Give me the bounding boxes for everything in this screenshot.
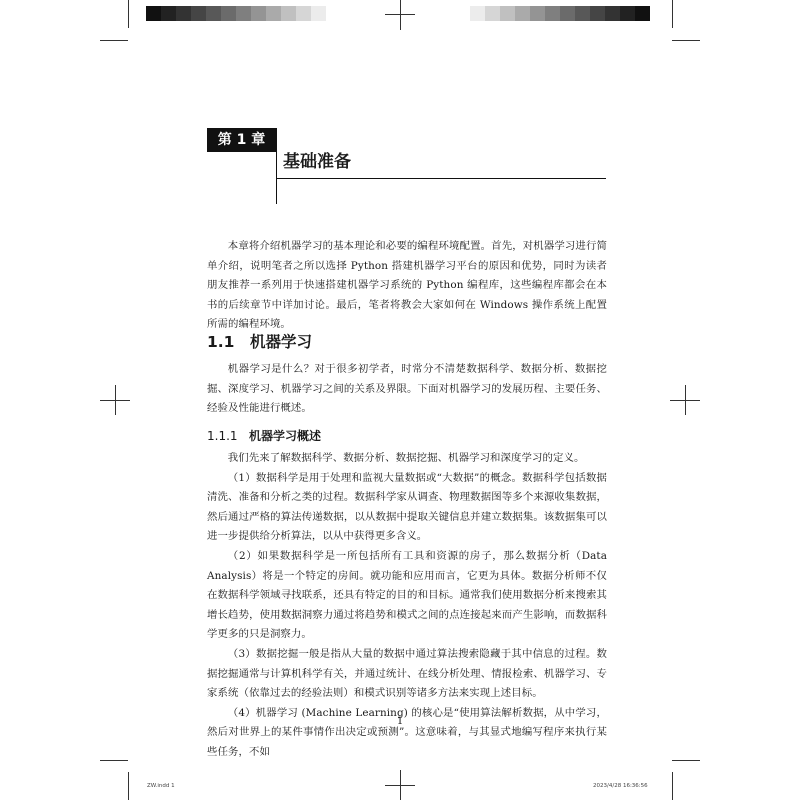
chapter-divider-horizontal — [276, 178, 606, 179]
paragraph: （2）如果数据科学是一所包括所有工具和资源的房子，那么数据分析（Data Analysis）将是一个特定的房间。就功能和应用而言，它更为具体。数据分析师不仅在数据科学领域寻找联系，还具有特定的目的和目标。通常我们使用数据分析来搜索其增长趋势，使用数据洞察力通过将趋势和模式之间的点连接起来而产生影响，而数据科学更多的只是洞察力。 — [207, 549, 607, 641]
paragraph: （4）机器学习 (Machine Learning) 的核心是“使用算法解析数据，从中学习，然后对世界上的某件事情作出决定或预测”。这意味着，与其显式地编写程序来执行某些任务，不如 — [207, 706, 607, 758]
section-heading — [207, 332, 607, 352]
section-intro: 机器学习是什么？对于很多初学者，时常分不清楚数据科学、数据分析、数据挖掘、深度学习、机器学习之间的关系及界限。下面对机器学习的发展历程、主要任务、经验及性能进行概述。 — [207, 363, 607, 415]
crop-mark — [100, 760, 128, 761]
slug-filename: ZW.indd 1 — [147, 783, 175, 789]
section-intro-block — [207, 360, 607, 419]
chapter-label: 第 1 章 — [207, 128, 276, 152]
chapter-divider-vertical — [276, 128, 277, 204]
color-bar-left — [146, 6, 326, 21]
crop-mark — [672, 40, 700, 41]
section-title: 机器学习 — [250, 333, 313, 351]
paragraph: （1）数据科学是用于处理和监视大量数据或“大数据”的概念。数据科学包括数据清洗、准备和分析之类的过程。数据科学家从调查、物理数据图等多个来源收集数据，然后通过严格的算法传递数据，以从数据中提取关键信息并建立数据集。该数据集可以进一步提供给分析算法，以从中获得更多含义。 — [207, 471, 607, 543]
crop-mark — [128, 0, 129, 28]
crop-mark — [672, 0, 673, 28]
crop-mark — [672, 772, 673, 800]
page-number: 1 — [396, 716, 404, 727]
paragraph: （3）数据挖掘一般是指从大量的数据中通过算法搜索隐藏于其中信息的过程。数据挖掘通常与计算机科学有关，并通过统计、在线分析处理、情报检索、机器学习、专家系统（依靠过去的经验法则）和模式识别等诸多方法来实现上述目标。 — [207, 647, 607, 700]
crop-mark — [128, 772, 129, 800]
paragraph: 我们先来了解数据科学、数据分析、数据挖掘、机器学习和深度学习的定义。 — [227, 452, 585, 464]
crop-mark — [100, 40, 128, 41]
color-bar-right — [470, 6, 650, 21]
subsection-heading — [207, 427, 607, 445]
chapter-intro-block — [207, 237, 607, 335]
chapter-intro: 本章将介绍机器学习的基本理论和必要的编程环境配置。首先，对机器学习进行简单介绍，说明笔者之所以选择 Python 搭建机器学习平台的原因和优势，同时为读者朋友推荐一系列用于快速搭建机器学习系统的 Python 编程库，这些编程库都会在本书的后续章节中详加讨论。最后，笔者将教会大家如何在 Windows 操作系统上配置所需的编程环境。 — [207, 240, 607, 331]
subsection-number: 1.1.1 — [207, 429, 238, 443]
chapter-title: 基础准备 — [283, 152, 351, 172]
subsection-title: 机器学习概述 — [249, 429, 322, 443]
crop-mark — [672, 760, 700, 761]
section-number: 1.1 — [207, 333, 235, 351]
slug-timestamp: 2023/4/28 16:36:56 — [593, 783, 648, 789]
